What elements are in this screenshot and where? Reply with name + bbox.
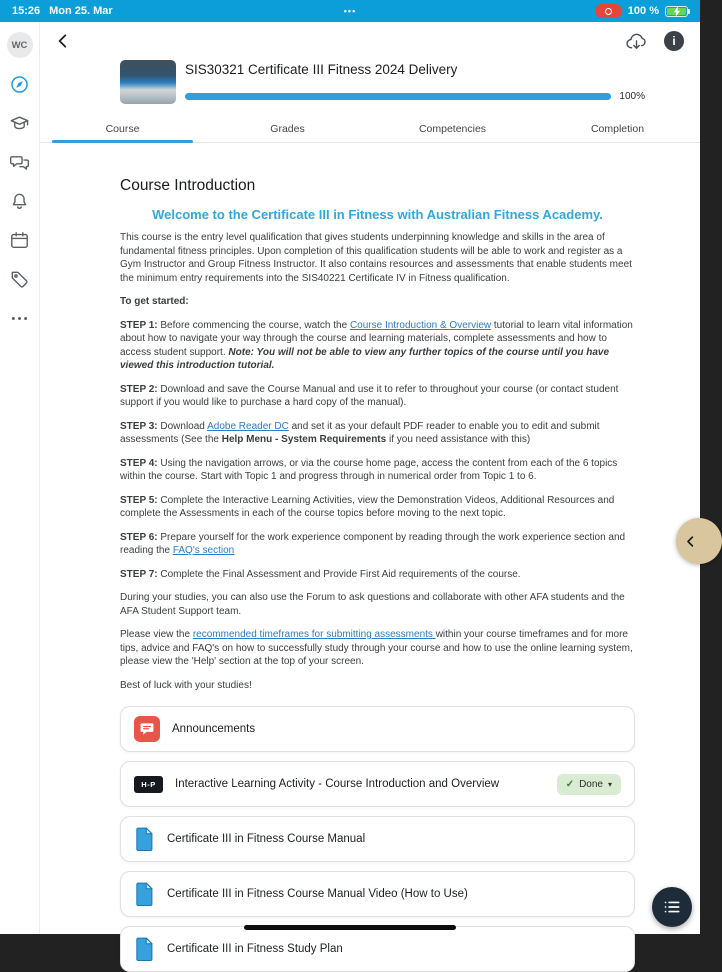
file-icon bbox=[134, 827, 155, 852]
text-segment: if you need assistance with this) bbox=[386, 434, 531, 445]
calendar-icon bbox=[9, 230, 30, 251]
text-segment: STEP 2: bbox=[120, 383, 158, 395]
activity-card[interactable] bbox=[120, 926, 635, 972]
activity-card[interactable] bbox=[120, 706, 635, 752]
sidebar-item-calendar[interactable] bbox=[8, 228, 32, 252]
battery-icon bbox=[665, 6, 688, 17]
nav-actions bbox=[625, 30, 684, 53]
text-segment: STEP 3: bbox=[120, 420, 158, 432]
announcements-icon bbox=[134, 716, 160, 742]
text-segment: and set it as your default PDF reader to enable you to edit and submit assessments (See the bbox=[120, 420, 600, 445]
back-chevron-icon bbox=[54, 32, 72, 50]
screen-recording-indicator[interactable] bbox=[595, 4, 622, 18]
status-time: 15:26 bbox=[12, 5, 41, 17]
cloud-download-icon bbox=[625, 30, 648, 53]
progress-fill bbox=[185, 93, 611, 100]
sidebar-item-dashboard[interactable] bbox=[8, 72, 32, 96]
intro-paragraph bbox=[120, 319, 635, 373]
text-segment: Before commencing the course, watch the bbox=[157, 319, 350, 331]
status-bar bbox=[0, 0, 700, 22]
text-segment: STEP 6: bbox=[120, 531, 158, 543]
intro-paragraph bbox=[120, 420, 635, 447]
intro-paragraph bbox=[120, 231, 635, 285]
tag-icon bbox=[9, 269, 30, 290]
activity-label: Certificate III in Fitness Course Manual bbox=[167, 833, 366, 845]
sidebar-item-notifications[interactable] bbox=[8, 189, 32, 213]
text-segment: Help Menu - System Requirements bbox=[221, 434, 387, 445]
badge-label: Done bbox=[579, 778, 603, 790]
text-segment: Download and save the Course Manual and use it to refer to throughout your course (or contact student support if you would like to purchase a hard copy of the manual). bbox=[120, 383, 619, 408]
section-title: Course Introduction bbox=[120, 177, 256, 194]
text-link[interactable]: Course Introduction & Overview bbox=[349, 319, 492, 331]
charging-bolt-icon bbox=[673, 5, 681, 18]
course-title: SIS30321 Certificate III Fitness 2024 Delivery bbox=[185, 62, 458, 77]
file-icon bbox=[134, 882, 155, 907]
text-link[interactable]: FAQ's section bbox=[172, 545, 235, 556]
status-center-dots[interactable]: ••• bbox=[343, 6, 357, 16]
battery-percent: 100 % bbox=[627, 5, 659, 17]
intro-paragraph bbox=[120, 457, 635, 484]
text-segment: STEP 4: bbox=[120, 457, 158, 469]
course-thumbnail bbox=[120, 60, 176, 104]
course-header bbox=[40, 52, 700, 116]
tab-course[interactable]: Course bbox=[40, 116, 205, 142]
text-segment: During your studies, you can also use the Forum to ask questions and collaborate with other AFA students and the AFA Student Support team. bbox=[120, 592, 625, 617]
info-button[interactable] bbox=[664, 31, 684, 51]
intro-paragraph bbox=[120, 383, 635, 410]
home-indicator[interactable] bbox=[244, 925, 456, 930]
text-segment: Complete the Interactive Learning Activities, view the Demonstration Videos, Additional Resources and complete the Assessments in each of the course topics before moving to the next topic. bbox=[120, 494, 615, 519]
compass-icon bbox=[9, 74, 30, 95]
course-index-button[interactable] bbox=[652, 887, 692, 927]
text-segment: This course is the entry level qualification that gives students underpinning knowledge and skills in the area of fundamental fitness principles. Upon completion of this qualification students will be able to work and register as a Gym Instructor and Group Fitness Instructor. It also contains resources and assessments that enable students meet the minimum entry requirements into the SIS40221 Certificate IV in Fitness qualification. bbox=[120, 232, 632, 284]
h5p-icon: H-P bbox=[134, 776, 163, 793]
text-segment: To get started: bbox=[120, 296, 189, 307]
activity-label: Certificate III in Fitness Course Manual Video (How to Use) bbox=[167, 888, 468, 900]
status-left bbox=[12, 5, 113, 17]
graduation-cap-icon bbox=[9, 113, 30, 134]
text-segment: Using the navigation arrows, or via the course home page, access the content from each of the 6 topics within the course. Start with Topic 1 and progress through in numerical order from Topic 1 to 6. bbox=[120, 457, 618, 482]
text-segment: Complete the Final Assessment and Provide First Aid requirements of the course. bbox=[157, 568, 521, 580]
intro-paragraphs bbox=[120, 231, 635, 692]
top-nav bbox=[40, 22, 700, 52]
welcome-heading: Welcome to the Certificate III in Fitness with Australian Fitness Academy. bbox=[152, 207, 603, 222]
intro-paragraph bbox=[120, 591, 635, 618]
bell-icon bbox=[9, 191, 30, 212]
text-segment: within your course timeframes and for more tips, advice and FAQ's on how to successfully study through your course and how to use the online learning system, please view the 'Help' section at the top of your screen. bbox=[120, 629, 633, 667]
progress-bar bbox=[185, 93, 611, 100]
text-segment: Best of luck with your studies! bbox=[120, 679, 252, 691]
intro-paragraph bbox=[120, 494, 635, 521]
app-body bbox=[0, 22, 700, 955]
activity-card[interactable] bbox=[120, 761, 635, 807]
back-button[interactable] bbox=[54, 32, 72, 50]
text-segment: Note: You will not be able to view any further topics of the course until you have viewed this introduction tutorial. bbox=[120, 346, 610, 371]
text-segment: tutorial to learn vital information about how to navigate your way through the course and learning materials, complete assessments and how to access student support. bbox=[120, 319, 633, 358]
sidebar-item-tags[interactable] bbox=[8, 267, 32, 291]
tab-grades[interactable]: Grades bbox=[270, 123, 305, 135]
text-link[interactable]: recommended timeframes for submitting assessments bbox=[192, 629, 436, 640]
info-icon: i bbox=[664, 31, 684, 51]
text-segment: Please view the bbox=[120, 629, 193, 640]
sidebar bbox=[0, 22, 40, 934]
status-right bbox=[595, 4, 688, 18]
activity-list bbox=[120, 706, 635, 972]
text-segment: Download bbox=[157, 420, 208, 432]
caret-down-icon: ▾ bbox=[607, 779, 612, 789]
tab-completion[interactable]: Completion bbox=[590, 123, 645, 135]
sidebar-item-courses[interactable] bbox=[8, 111, 32, 135]
text-segment: STEP 7: bbox=[120, 568, 158, 580]
user-avatar[interactable]: WC bbox=[7, 32, 33, 58]
course-content-scroll[interactable] bbox=[40, 143, 700, 972]
record-dot-icon bbox=[605, 8, 612, 15]
tabs bbox=[40, 116, 700, 143]
intro-paragraph bbox=[120, 628, 635, 669]
file-icon bbox=[134, 937, 155, 962]
activity-label: Interactive Learning Activity - Course Introduction and Overview bbox=[175, 778, 500, 790]
course-meta bbox=[185, 60, 645, 102]
chevron-left-icon bbox=[683, 534, 698, 549]
block-drawer-handle[interactable] bbox=[676, 518, 722, 564]
text-segment: STEP 5: bbox=[120, 494, 158, 506]
activity-card[interactable] bbox=[120, 816, 635, 862]
completion-badge[interactable] bbox=[557, 774, 621, 795]
text-segment: STEP 1: bbox=[120, 319, 158, 331]
progress-row bbox=[185, 91, 645, 102]
activity-label: Certificate III in Fitness Study Plan bbox=[167, 943, 343, 955]
progress-percent-label: 100% bbox=[619, 91, 645, 102]
intro-paragraph bbox=[120, 679, 635, 693]
check-icon: ✓ bbox=[565, 778, 575, 790]
sidebar-item-messages[interactable] bbox=[8, 150, 32, 174]
chat-bubbles-icon bbox=[9, 152, 30, 173]
intro-paragraph bbox=[120, 568, 635, 582]
activity-label: Announcements bbox=[172, 723, 256, 735]
main-area bbox=[40, 22, 700, 955]
download-course-button[interactable] bbox=[625, 30, 648, 53]
text-link[interactable]: Adobe Reader DC bbox=[207, 420, 289, 432]
sidebar-item-more[interactable] bbox=[8, 306, 32, 330]
intro-paragraph bbox=[120, 295, 635, 309]
text-segment: Prepare yourself for the work experience component by reading through the work experience section and reading the bbox=[120, 531, 626, 556]
activity-card[interactable] bbox=[120, 871, 635, 917]
intro-paragraph bbox=[120, 531, 635, 558]
ellipsis-icon bbox=[9, 308, 30, 329]
tab-competencies[interactable]: Competencies bbox=[418, 123, 487, 135]
course-index-icon bbox=[662, 897, 682, 917]
status-date: Mon 25. Mar bbox=[49, 5, 113, 17]
